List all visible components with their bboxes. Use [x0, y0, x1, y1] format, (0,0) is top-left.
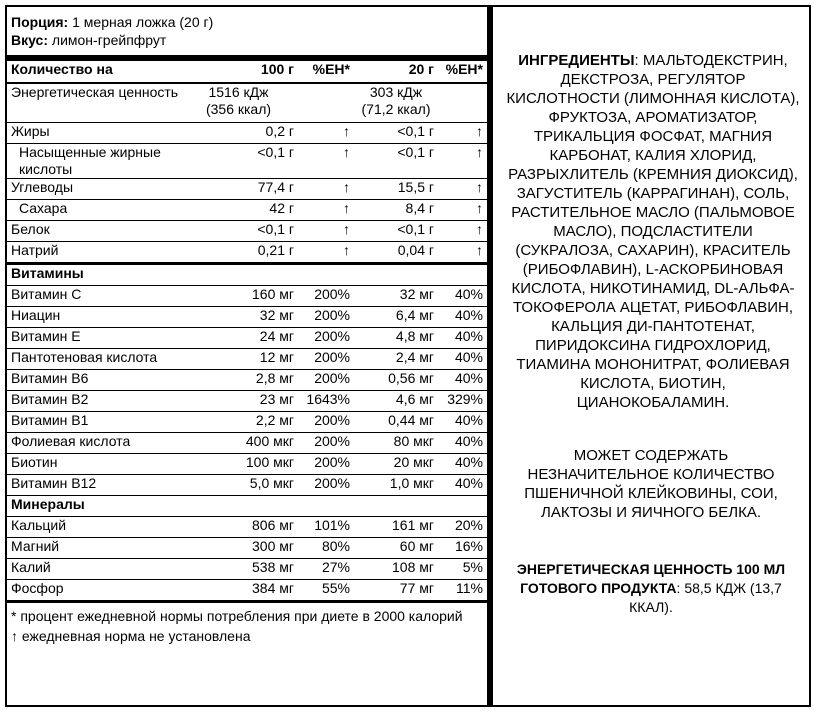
macro-row	[7, 123, 487, 144]
dv-20g: 40%	[438, 307, 487, 328]
nutrient-name: Витамин В12	[7, 475, 179, 496]
amount-100g: 806 мг	[179, 517, 298, 538]
dv-100g: 200%	[298, 370, 354, 391]
flavor-value: лимон-грейпфрут	[51, 32, 167, 48]
amount-100g: 2,8 мг	[179, 370, 298, 391]
dv-20g: 11%	[438, 580, 487, 602]
column-header-100g: 100 г	[179, 58, 298, 83]
amount-100g: <0,1 г	[179, 221, 298, 242]
dv-20g: 20%	[438, 517, 487, 538]
nutrient-name: Углеводы	[7, 179, 179, 200]
dv-100g: 200%	[298, 412, 354, 433]
dv-100g: 200%	[298, 349, 354, 370]
amount-20g: 80 мкг	[354, 433, 438, 454]
amount-20g: 161 мг	[354, 517, 438, 538]
amount-20g: 108 мг	[354, 559, 438, 580]
dv-20g: ↑	[438, 200, 487, 221]
energy-row	[7, 83, 487, 123]
dv-20g: ↑	[438, 242, 487, 264]
amount-20g: 32 мг	[354, 286, 438, 307]
nutrient-name: Белок	[7, 221, 179, 242]
amount-100g: 23 мг	[179, 391, 298, 412]
amount-100g: 300 мг	[179, 538, 298, 559]
amount-100g: <0,1 г	[179, 144, 298, 179]
ingredients-panel	[493, 7, 809, 705]
energy-note-label: ЭНЕРГЕТИЧЕСКАЯ ЦЕННОСТЬ 100 МЛ ГОТОВОГО ПРОДУКТА	[516, 561, 786, 596]
amount-20g: 60 мг	[354, 538, 438, 559]
amount-20g: 2,4 мг	[354, 349, 438, 370]
serving-info	[7, 7, 487, 31]
nutrient-name: Магний	[7, 538, 179, 559]
amount-100g: 400 мкг	[179, 433, 298, 454]
nutrient-name: Витамин В1	[7, 412, 179, 433]
table-header-row	[7, 58, 487, 83]
dv-100g: 27%	[298, 559, 354, 580]
energy-100g	[179, 83, 298, 123]
dv-20g: ↑	[438, 221, 487, 242]
vitamin-row	[7, 412, 487, 433]
nutrient-name: Натрий	[7, 242, 179, 264]
amount-100g: 0,2 г	[179, 123, 298, 144]
serving-value: 1 мерная ложка (20 г)	[72, 14, 214, 30]
amount-20g: 4,8 мг	[354, 328, 438, 349]
flavor-label: Вкус:	[11, 32, 49, 48]
macro-row	[7, 179, 487, 200]
column-header-amount: Количество на	[7, 58, 179, 83]
nutrient-name: Сахара	[7, 200, 179, 221]
dv-20g: ↑	[438, 123, 487, 144]
nutrient-name: Ниацин	[7, 307, 179, 328]
amount-100g: 100 мкг	[179, 454, 298, 475]
amount-20g: 8,4 г	[354, 200, 438, 221]
nutrient-name: Биотин	[7, 454, 179, 475]
dv-20g: 40%	[438, 412, 487, 433]
ingredients-text	[493, 7, 809, 412]
amount-20g: 20 мкг	[354, 454, 438, 475]
dv-100g: ↑	[298, 242, 354, 264]
dv-100g: 200%	[298, 475, 354, 496]
amount-100g: 160 мг	[179, 286, 298, 307]
minerals-section-title: Минералы	[7, 496, 487, 517]
footnotes	[7, 603, 487, 645]
dv-100g: 55%	[298, 580, 354, 602]
dv-100g: 200%	[298, 307, 354, 328]
nutrient-name: Витамин С	[7, 286, 179, 307]
dv-100g: 200%	[298, 328, 354, 349]
dv-100g: ↑	[298, 144, 354, 179]
amount-20g: 6,4 мг	[354, 307, 438, 328]
vitamin-row	[7, 391, 487, 412]
vitamin-row	[7, 454, 487, 475]
mineral-row	[7, 580, 487, 602]
vitamin-row	[7, 349, 487, 370]
vitamins-section	[7, 264, 487, 286]
nutrient-name: Пантотеновая кислота	[7, 349, 179, 370]
dv-100g: 200%	[298, 433, 354, 454]
nutrition-table	[7, 55, 487, 603]
amount-100g: 0,21 г	[179, 242, 298, 264]
nutrition-label	[5, 5, 811, 707]
vitamin-row	[7, 328, 487, 349]
energy-value-note	[493, 560, 809, 617]
amount-100g: 2,2 мг	[179, 412, 298, 433]
footnote-dv: * процент ежедневной нормы потребления при диете в 2000 калорий	[11, 608, 463, 624]
dv-20g: 40%	[438, 433, 487, 454]
amount-20g: 0,04 г	[354, 242, 438, 264]
dv-20g: 40%	[438, 475, 487, 496]
flavor-info	[7, 31, 487, 55]
dv-100g: 80%	[298, 538, 354, 559]
dv-100g: 1643%	[298, 391, 354, 412]
amount-100g: 538 мг	[179, 559, 298, 580]
amount-20g: 0,44 мг	[354, 412, 438, 433]
vitamin-row	[7, 307, 487, 328]
nutrient-name: Витамин В6	[7, 370, 179, 391]
amount-20g: <0,1 г	[354, 221, 438, 242]
amount-100g: 32 мг	[179, 307, 298, 328]
dv-20g: ↑	[438, 144, 487, 179]
energy-20g	[354, 83, 438, 123]
vitamin-row	[7, 370, 487, 391]
amount-20g: <0,1 г	[354, 144, 438, 179]
amount-100g: 24 мг	[179, 328, 298, 349]
macro-row	[7, 200, 487, 221]
dv-100g: ↑	[298, 179, 354, 200]
amount-100g: 384 мг	[179, 580, 298, 602]
mineral-row	[7, 517, 487, 538]
energy-name: Энергетическая ценность	[7, 83, 179, 123]
column-header-dv-100g: %ЕН*	[298, 58, 354, 83]
dv-100g: ↑	[298, 123, 354, 144]
amount-100g: 12 мг	[179, 349, 298, 370]
dv-20g: 329%	[438, 391, 487, 412]
dv-100g: ↑	[298, 200, 354, 221]
dv-20g: ↑	[438, 179, 487, 200]
macro-row	[7, 221, 487, 242]
energy-100g-kj: 1516 кДж	[208, 84, 269, 100]
dv-20g: 40%	[438, 370, 487, 391]
amount-20g: 1,0 мкг	[354, 475, 438, 496]
nutrient-name: Фолиевая кислота	[7, 433, 179, 454]
amount-100g: 42 г	[179, 200, 298, 221]
amount-20g: 15,5 г	[354, 179, 438, 200]
amount-20g: 0,56 мг	[354, 370, 438, 391]
nutrient-name: Калий	[7, 559, 179, 580]
dv-20g: 40%	[438, 286, 487, 307]
vitamins-section-title: Витамины	[7, 264, 487, 286]
may-contain-note: МОЖЕТ СОДЕРЖАТЬ НЕЗНАЧИТЕЛЬНОЕ КОЛИЧЕСТВО ПШЕНИЧНОЙ КЛЕЙКОВИНЫ, СОИ, ЛАКТОЗЫ И ЯИЧНОГО БЕЛКА.	[524, 447, 778, 521]
dv-100g: 200%	[298, 454, 354, 475]
energy-note-value: : 58,5 КДЖ (13,7 ККАЛ).	[629, 580, 782, 615]
amount-100g: 77,4 г	[179, 179, 298, 200]
nutrient-name: Кальций	[7, 517, 179, 538]
mineral-row	[7, 538, 487, 559]
serving-label: Порция:	[11, 14, 69, 30]
nutrient-name: Фосфор	[7, 580, 179, 602]
ingredients-label: ИНГРЕДИЕНТЫ	[518, 52, 635, 69]
dv-20g: 40%	[438, 349, 487, 370]
energy-100g-kcal: (356 ккал)	[205, 101, 272, 117]
column-header-20g: 20 г	[354, 58, 438, 83]
energy-20g-kj: 303 кДж	[369, 84, 423, 100]
nutrient-name: Жиры	[7, 123, 179, 144]
dv-20g: 40%	[438, 454, 487, 475]
dv-100g: 101%	[298, 517, 354, 538]
macro-row	[7, 144, 487, 179]
nutrient-name: Витамин В2	[7, 391, 179, 412]
nutrition-facts-panel	[7, 7, 487, 705]
mineral-row	[7, 559, 487, 580]
dv-20g: 40%	[438, 328, 487, 349]
column-header-dv-20g: %ЕН*	[438, 58, 487, 83]
ingredients-list: : МАЛЬТОДЕКСТРИН, ДЕКСТРОЗА, РЕГУЛЯТОР КИСЛОТНОСТИ (ЛИМОННАЯ КИСЛОТА), ФРУКТОЗА, АРОМАТИЗАТОР, ТРИКАЛЬЦИЯ ФОСФАТ, МАГНИЯ КАРБОНАТ, КАЛИЯ ХЛОРИД, РАЗРЫХЛИТЕЛЬ (КРЕМНИЯ ДИОКСИД), ЗАГУСТИТЕЛЬ (КАРРАГИНАН), СОЛЬ, РАСТИТЕЛЬНОЕ МАСЛО (ПАЛЬМОВОЕ МАСЛО), ПОДСЛАСТИТЕЛИ (СУКРАЛОЗА, САХАРИН), КРАСИТЕЛЬ (РИБОФЛАВИН), L-АСКОРБИНОВАЯ КИСЛОТА, НИКОТИНАМИД, DL-АЛЬФА-ТОКОФЕРОЛА АЦЕТАТ, РИБОФЛАВИН, КАЛЬЦИЯ ДИ-ПАНТОТЕНАТ, ПИРИДОКСИНА ГИДРОХЛОРИД, ТИАМИНА МОНОНИТРАТ, ФОЛИЕВАЯ КИСЛОТА, БИОТИН, ЦИАНОКОБАЛАМИН.	[506, 52, 800, 411]
amount-20g: 77 мг	[354, 580, 438, 602]
footnote-arrow: ↑ ежедневная норма не установлена	[11, 628, 251, 644]
vitamin-row	[7, 286, 487, 307]
nutrient-name: Витамин Е	[7, 328, 179, 349]
energy-20g-kcal: (71,2 ккал)	[361, 101, 431, 117]
amount-20g: 4,6 мг	[354, 391, 438, 412]
dv-100g: 200%	[298, 286, 354, 307]
amount-20g: <0,1 г	[354, 123, 438, 144]
nutrient-name: Насыщенные жирные кислоты	[7, 144, 179, 179]
dv-100g: ↑	[298, 221, 354, 242]
dv-20g: 5%	[438, 559, 487, 580]
vitamin-row	[7, 475, 487, 496]
macro-row	[7, 242, 487, 264]
amount-100g: 5,0 мкг	[179, 475, 298, 496]
vitamin-row	[7, 433, 487, 454]
dv-20g: 16%	[438, 538, 487, 559]
minerals-section	[7, 496, 487, 517]
